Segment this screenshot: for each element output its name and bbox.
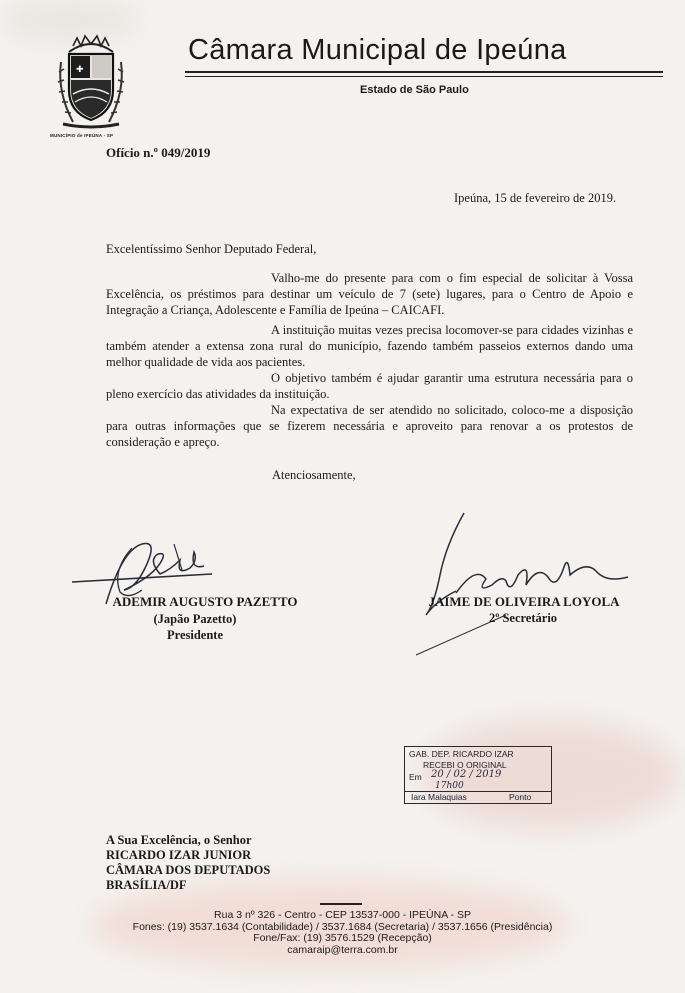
recipient-line: CÂMARA DOS DEPUTADOS	[106, 863, 271, 877]
crest-caption: MUNICÍPIO de IPEÚNA - SP	[50, 133, 114, 138]
title-rule-bottom	[185, 76, 663, 77]
date-line: Ipeúna, 15 de fevereiro de 2019.	[454, 191, 617, 205]
recipient-block	[106, 833, 270, 893]
stamp-line: GAB. DEP. RICARDO IZAR	[409, 749, 514, 759]
footer-rule	[320, 903, 362, 905]
stamp-handwritten-time: 17h00	[435, 781, 464, 791]
title-rule-top	[185, 71, 663, 73]
signatory-name: JAIME DE OLIVEIRA LOYOLA	[428, 594, 620, 609]
signature-scribble-2	[396, 505, 636, 665]
body-paragraph: Na expectativa de ser atendido no solicitado, coloco-me a disposição para outras informações que se fizerem necessária e aproveito para renovar a os protestos de consideração e apreço.	[106, 403, 633, 449]
recipient-line: BRASÍLIA/DF	[106, 878, 187, 892]
footer-email: camaraip@terra.com.br	[287, 943, 398, 956]
institution-title: Câmara Municipal de Ipeúna	[188, 34, 567, 66]
stamp-line: RECEBI O ORIGINAL	[423, 760, 507, 770]
salutation: Excelentíssimo Senhor Deputado Federal,	[106, 242, 317, 256]
signatory-role: Presidente	[166, 628, 223, 642]
stamp-ponto: Ponto	[509, 792, 532, 802]
signatory-name: ADEMIR AUGUSTO PAZETTO	[112, 594, 298, 609]
state-subtitle: Estado de São Paulo	[360, 84, 469, 96]
footer	[0, 910, 685, 956]
received-stamp	[404, 746, 552, 804]
body-paragraph: A instituição muitas vezes precisa locomover-se para cidades vizinhas e também atender a extensa zona rural do município, fazendo também passeios externos dando uma melhor qualidade de vida aos pacientes.	[106, 323, 633, 369]
signatory-role: 2º Secretário	[488, 611, 558, 625]
footer-phones: Fones: (19) 3537.1634 (Contabilidade) / 3537.1684 (Secretaria) / 3537.1656 (Presidência)	[132, 920, 553, 933]
recipient-line: A Sua Excelência, o Senhor	[106, 833, 252, 847]
footer-address: Rua 3 nº 326 - Centro - CEP 13537-000 - IPEÚNA - SP	[214, 909, 471, 921]
recipient-line: RICARDO IZAR JUNIOR	[106, 848, 252, 862]
coat-of-arms-icon	[55, 32, 127, 132]
stamp-line: Em	[409, 772, 422, 782]
body-paragraph: O objetivo também é ajudar garantir uma estrutura necessária para o pleno exercício das atividades da instituição.	[106, 371, 633, 401]
footer-fax: Fone/Fax: (19) 3576.1529 (Recepção)	[253, 932, 432, 944]
closing: Atenciosamente,	[272, 468, 356, 482]
stamp-handwritten-date: 20 / 02 / 2019	[431, 769, 502, 780]
svg-text:✚: ✚	[76, 65, 84, 75]
signatory-nickname: (Japão Pazetto)	[153, 612, 237, 626]
document-reference: Ofício n.º 049/2019	[106, 145, 211, 160]
body-paragraph: Valho-me do presente para com o fim especial de solicitar à Vossa Excelência, os préstimos para destinar um veículo de 7 (sete) lugares, para o Centro de Apoio e Integração a Criança, Adolescente e Família de Ipeúna – CAICAFI.	[106, 271, 633, 317]
stamp-receiver: Iara Malaquias	[411, 792, 467, 802]
